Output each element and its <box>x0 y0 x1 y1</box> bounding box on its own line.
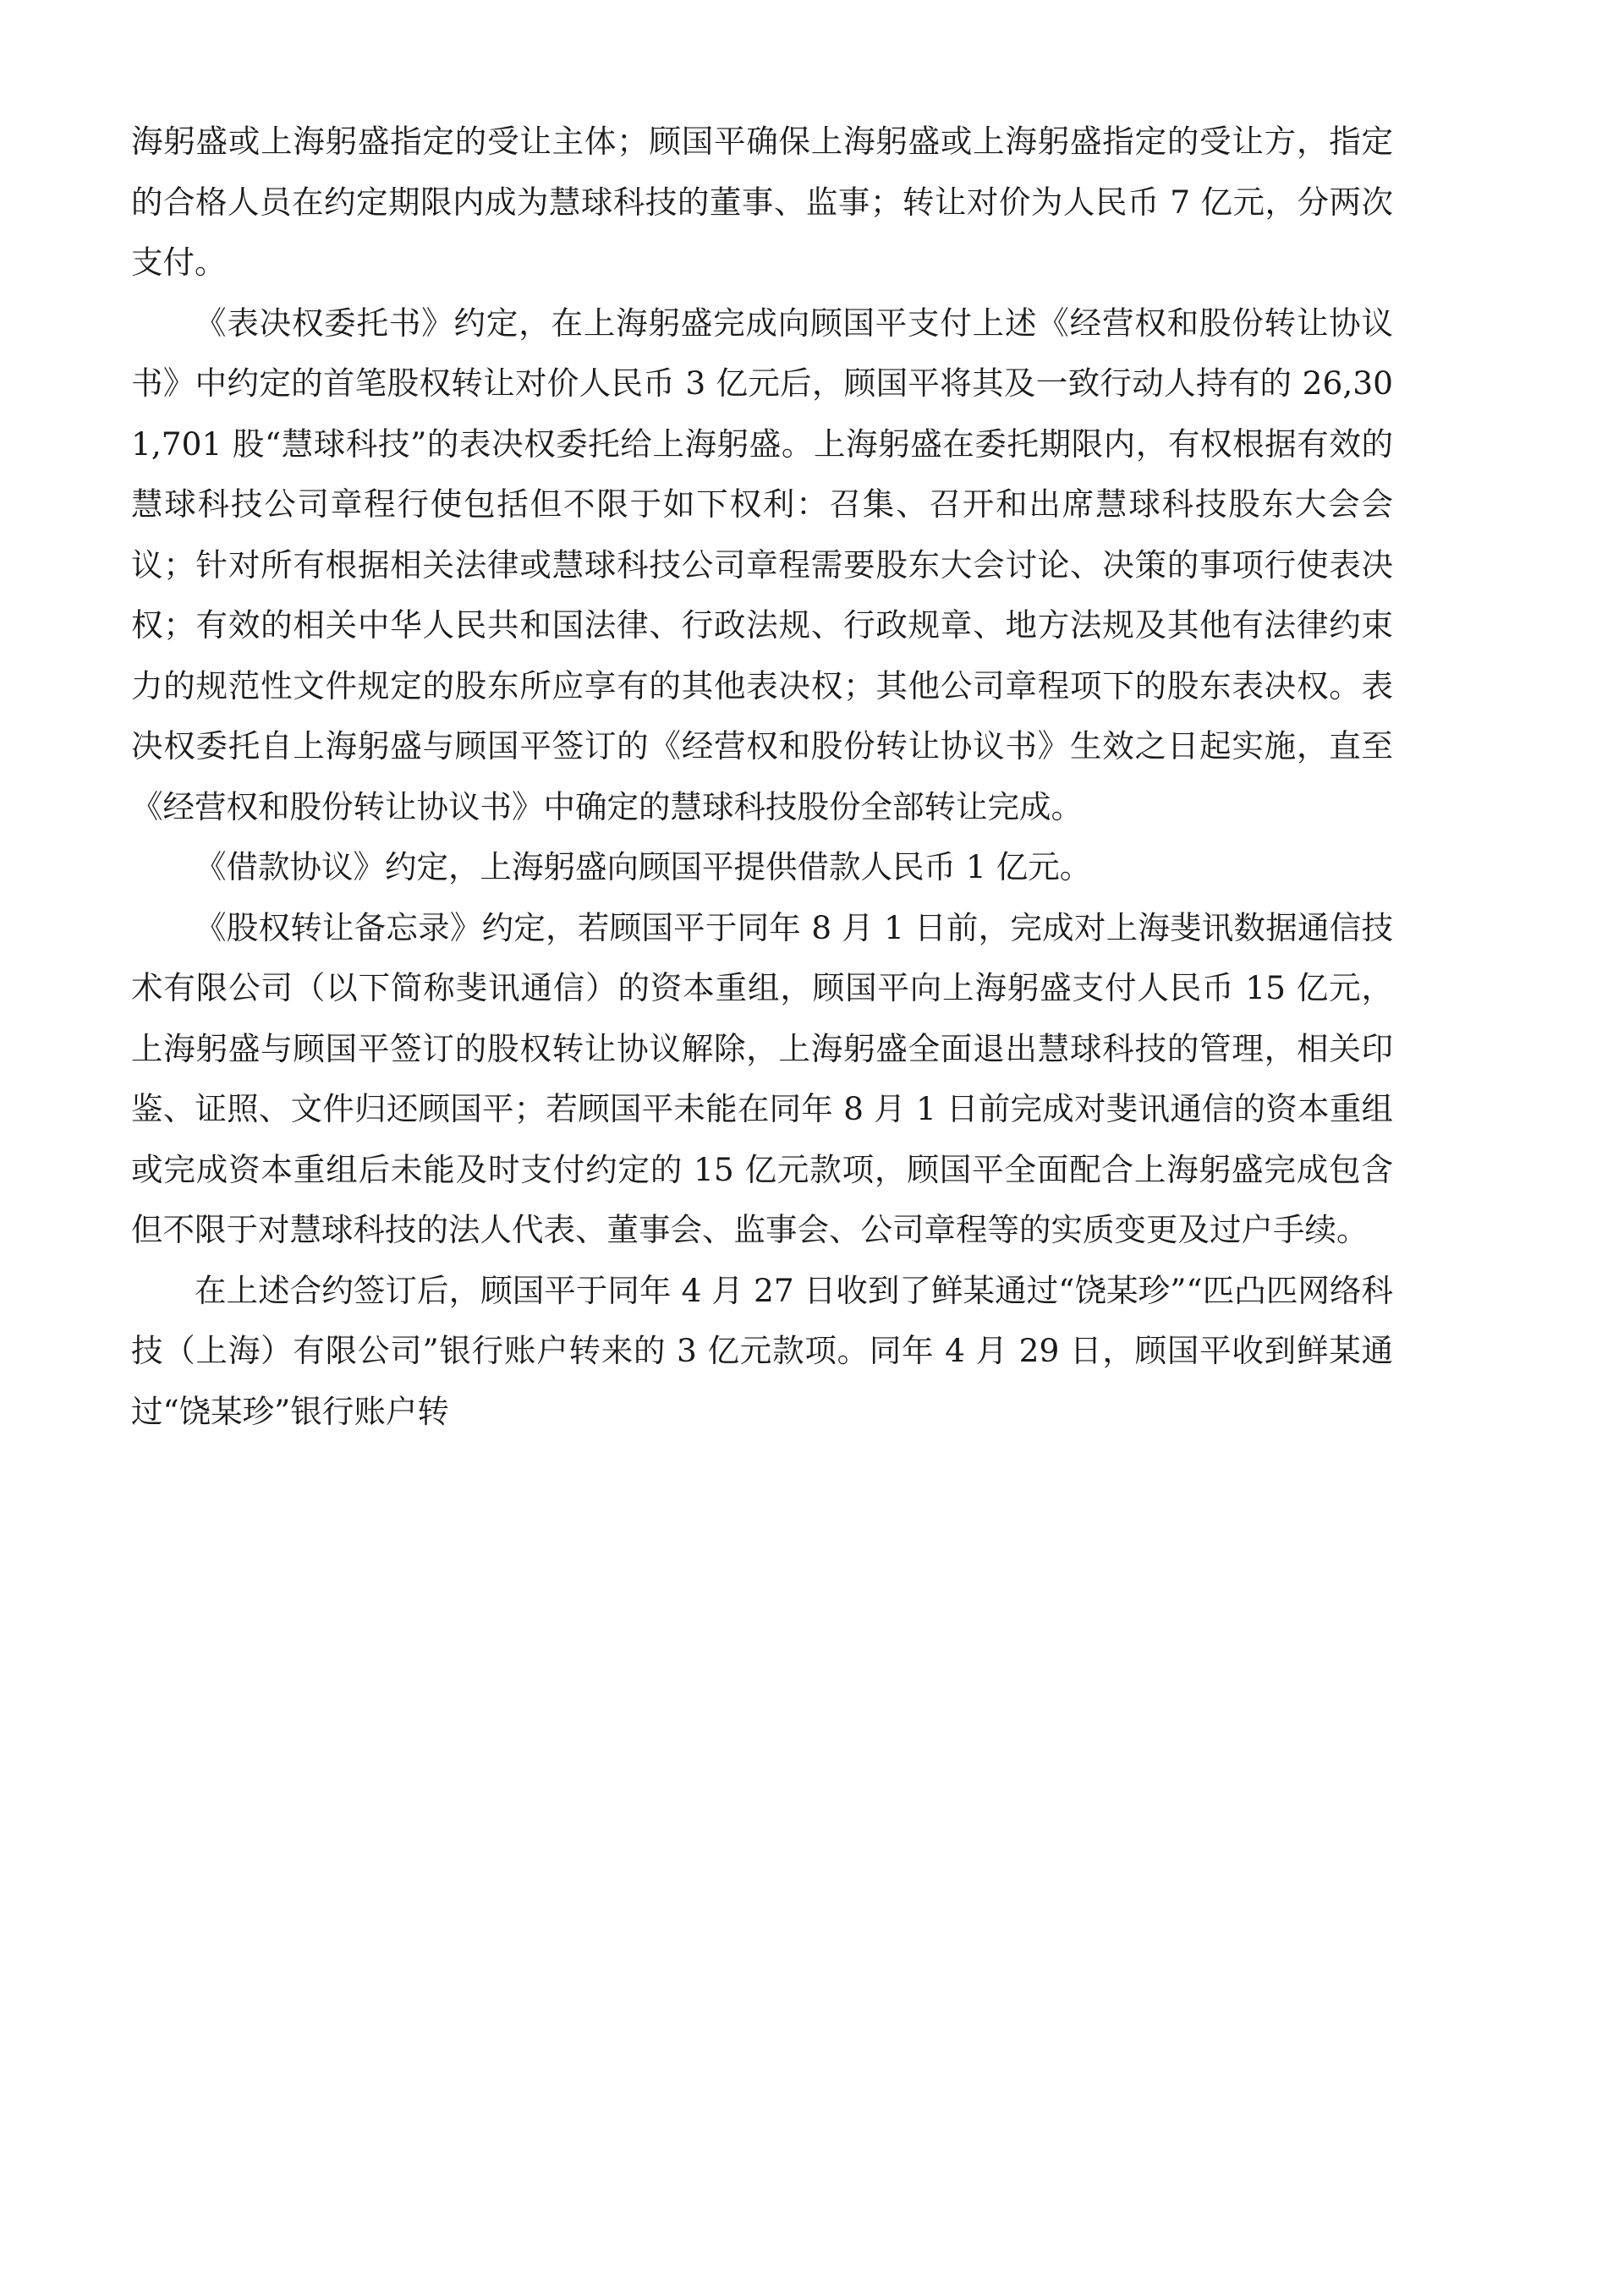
paragraph-3: 《借款协议》约定，上海躬盛向顾国平提供借款人民币 1 亿元。 <box>195 848 1092 885</box>
paragraph-4: 《股权转让备忘录》约定，若顾国平于同年 8 月 1 日前，完成对上海斐讯数据通信技术有限公司（以下简称斐讯通信）的资本重组，顾国平向上海躬盛支付人民币 15 亿元，上海躬盛与顾国平签订的股权转让协议解除，上海躬盛全面退出慧球科技的管理，相关印鉴、证照、文件归还顾国平；若顾国平未能在同年 8 月 1 日前完成对斐讯通信的资本重组或完成资本重组后未能及时支付约定的 15 亿元款项，顾国平全面配合上海躬盛完成包含但不限于对慧球科技的法人代表、董事会、监事会、公司章程等的实质变更及过户手续。 <box>131 908 1393 1248</box>
paragraph-2: 《表决权委托书》约定，在上海躬盛完成向顾国平支付上述《经营权和股份转让协议书》中约定的首笔股权转让对价人民币 3 亿元后，顾国平将其及一致行动人持有的 26,301,701 股“慧球科技”的表决权委托给上海躬盛。上海躬盛在委托期限内，有权根据有效的慧球科技公司章程行使包括但不限于如下权利：召集、召开和出席慧球科技股东大会会议；针对所有根据相关法律或慧球科技公司章程需要股东大会讨论、决策的事项行使表决权；有效的相关中华人民共和国法律、行政法规、行政规章、地方法规及其他有法律约束力的规范性文件规定的股东所应享有的其他表决权；其他公司章程项下的股东表决权。表决权委托自上海躬盛与顾国平签订的《经营权和股份转让协议书》生效之日起实施，直至《经营权和股份转让协议书》中确定的慧球科技股份全部转让完成。 <box>131 304 1393 825</box>
body-text-column <box>131 112 1393 1442</box>
paragraph-5: 在上述合约签订后，顾国平于同年 4 月 27 日收到了鲜某通过“饶某珍”“匹凸匹网络科技（上海）有限公司”银行账户转来的 3 亿元款项。同年 4 月 29 日，顾国平收到鲜某通过“饶某珍”银行账户转 <box>131 1271 1393 1430</box>
paragraph-1: 海躬盛或上海躬盛指定的受让主体；顾国平确保上海躬盛或上海躬盛指定的受让方，指定的合格人员在约定期限内成为慧球科技的董事、监事；转让对价为人民币 7 亿元，分两次支付。 <box>131 123 1393 281</box>
